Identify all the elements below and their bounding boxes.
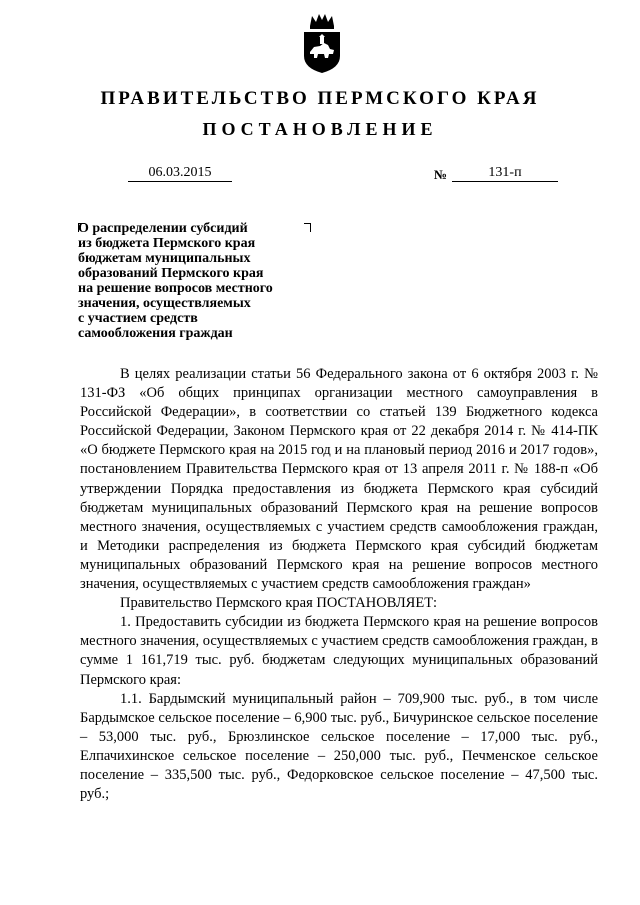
item-1-1-paragraph: 1.1. Бардымский муниципальный район – 709,900 тыс. руб., в том числе Бардымское сельское поселение – 6,900 тыс. руб., Бичуринское сельское поселение – 53,000 тыс. руб., Брюзлинское сельское поселение – 17,000 тыс. руб., Елпачихинское сельское поселение – 250,000 тыс. руб., Печменское сельское поселение – 335,500 тыс. руб., Федорковское сельское поселение – 47,500 тыс. руб.; xyxy=(80,690,598,803)
subject-line: образований Пермского края xyxy=(78,266,264,281)
subject-line: самообложения граждан xyxy=(78,326,233,341)
number-sign: № xyxy=(434,167,448,182)
item-1-paragraph: 1. Предоставить субсидии из бюджета Пермского края на решение вопросов местного значения, осуществляемых с участием средств самообложения граждан, в сумме 1 161,719 тыс. руб. бюджетам следующих муниципальных образований Пермского края: xyxy=(80,614,598,688)
document-number: 131-п xyxy=(452,164,558,182)
document-subject xyxy=(78,221,308,341)
subject-line: О распределении субсидий xyxy=(78,221,248,236)
coat-of-arms-icon xyxy=(300,12,344,74)
document-body xyxy=(80,365,598,804)
document-type-title: ПОСТАНОВЛЕНИЕ xyxy=(202,119,438,139)
subject-line: из бюджета Пермского края xyxy=(78,236,256,251)
document-date: 06.03.2015 xyxy=(128,164,232,182)
decree-paragraph: Правительство Пермского края ПОСТАНОВЛЯЕТ: xyxy=(120,595,438,612)
subject-line: значения, осуществляемых xyxy=(78,296,251,311)
subject-line: на решение вопросов местного xyxy=(78,281,273,296)
organization-title: ПРАВИТЕЛЬСТВО ПЕРМСКОГО КРАЯ xyxy=(100,88,540,109)
subject-line: бюджетам муниципальных xyxy=(78,251,251,266)
subject-line: с участием средств xyxy=(78,311,198,326)
preamble-paragraph: В целях реализации статьи 56 Федерального закона от 6 октября 2003 г. № 131-ФЗ «Об общих принципах организации местного самоуправления в Российской Федерации», в соответствии со статьей 139 Бюджетного кодекса Российской Федерации, Законом Пермского края от 22 декабря 2014 г. № 414-ПК «О бюджете Пермского края на 2015 год и на плановый период 2016 и 2017 годов», постановлением Правительства Пермского края от 13 апреля 2011 г. № 188-п «Об утверждении Порядка предоставления из бюджета Пермского края субсидий бюджетам муниципальных образований Пермского края на решение вопросов местного значения, осуществляемых с участием средств самообложения граждан, и Методики распределения из бюджета Пермского края субсидий бюджетам муниципальных образований Пермского края на решение вопросов местного значения, осуществляемых с участием средств самообложения граждан» xyxy=(80,366,598,593)
